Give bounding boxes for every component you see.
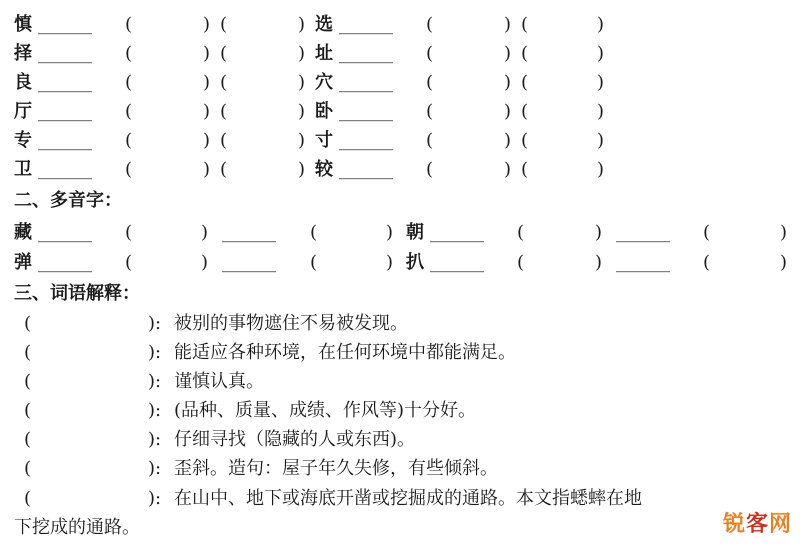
s1-paren-close: ) <box>597 159 605 180</box>
s1-paren-close: ) <box>203 14 211 35</box>
s2-char: 朝 <box>406 222 424 243</box>
s3-definition: 在山中、地下或海底开凿或挖掘成的通路。本文指蟋蟀在地 <box>174 488 642 509</box>
s2-char: 弹 <box>14 252 32 273</box>
s2-paren-close: ) <box>201 252 209 273</box>
s1-blank: ______ <box>339 130 393 151</box>
s2-heading-row <box>0 190 800 220</box>
watermark-part: 网 <box>768 512 792 537</box>
s1-paren-open: ( <box>521 43 529 64</box>
s3-item <box>0 400 800 430</box>
s3-item <box>0 429 800 459</box>
s1-paren-close: ) <box>298 14 306 35</box>
s3-definition: 仔细寻找（隐藏的人或东西)。 <box>174 429 416 450</box>
s1-char: 较 <box>315 159 333 180</box>
s1-paren-open: ( <box>220 159 228 180</box>
s1-paren-close: ) <box>203 72 211 93</box>
s1-paren-open: ( <box>220 130 228 151</box>
s2-paren-close: ) <box>386 222 394 243</box>
s1-paren-close: ) <box>298 130 306 151</box>
s1-paren-open: ( <box>426 43 434 64</box>
s2-blank: ______ <box>616 222 670 243</box>
s1-paren-open: ( <box>521 130 529 151</box>
s1-paren-open: ( <box>220 72 228 93</box>
s3-paren-open: ( <box>24 400 32 421</box>
s3-item <box>0 371 800 401</box>
s1-blank: ______ <box>38 72 92 93</box>
s3-paren-close: ): <box>148 371 162 392</box>
s2-paren-close: ) <box>595 252 603 273</box>
s3-paren-close: ): <box>148 400 162 421</box>
s1-char: 择 <box>14 43 32 64</box>
s1-paren-open: ( <box>426 101 434 122</box>
s1-char: 良 <box>14 72 32 93</box>
s1-blank: ______ <box>38 43 92 64</box>
s1-paren-close: ) <box>597 14 605 35</box>
s1-char: 慎 <box>14 14 32 35</box>
s1-paren-open: ( <box>521 159 529 180</box>
s3-continuation: 下挖成的通路。 <box>14 517 140 538</box>
s3-paren-close: ): <box>148 342 162 363</box>
s1-paren-close: ) <box>203 43 211 64</box>
s2-paren-close: ) <box>780 222 788 243</box>
s3-paren-open: ( <box>24 458 32 479</box>
s1-paren-open: ( <box>426 159 434 180</box>
s2-paren-close: ) <box>386 252 394 273</box>
s1-char: 厅 <box>14 101 32 122</box>
s1-paren-open: ( <box>125 101 133 122</box>
s1-paren-close: ) <box>298 43 306 64</box>
s3-item <box>0 488 800 518</box>
s2-blank: ______ <box>222 222 276 243</box>
s1-row <box>0 101 800 131</box>
watermark-part: 锐 <box>722 512 746 537</box>
s1-paren-close: ) <box>504 101 512 122</box>
s1-paren-open: ( <box>125 43 133 64</box>
s2-char: 扒 <box>406 252 424 273</box>
s1-paren-open: ( <box>125 14 133 35</box>
s3-heading-row <box>0 283 800 313</box>
s2-blank: ______ <box>616 252 670 273</box>
s3-paren-close: ): <box>148 429 162 450</box>
s2-paren-open: ( <box>517 252 525 273</box>
s3-definition: 谨慎认真。 <box>174 371 264 392</box>
s1-paren-close: ) <box>203 130 211 151</box>
s1-paren-close: ) <box>203 101 211 122</box>
s1-char: 卫 <box>14 159 32 180</box>
s1-paren-open: ( <box>125 159 133 180</box>
s1-char: 址 <box>315 43 333 64</box>
s3-paren-open: ( <box>24 488 32 509</box>
s1-paren-open: ( <box>220 101 228 122</box>
s2-paren-open: ( <box>703 222 711 243</box>
s1-blank: ______ <box>38 159 92 180</box>
s3-item <box>0 458 800 488</box>
s2-row <box>0 222 800 252</box>
s1-char: 选 <box>315 14 333 35</box>
s1-blank: ______ <box>339 159 393 180</box>
s1-char: 卧 <box>315 101 333 122</box>
s3-heading: 三、词语解释： <box>14 283 140 304</box>
s1-paren-close: ) <box>298 72 306 93</box>
s1-paren-open: ( <box>125 72 133 93</box>
s1-blank: ______ <box>339 14 393 35</box>
s1-paren-close: ) <box>504 130 512 151</box>
s1-blank: ______ <box>38 14 92 35</box>
s3-definition: 能适应各种环境，在任何环境中都能满足。 <box>174 342 516 363</box>
s1-paren-close: ) <box>597 101 605 122</box>
s2-paren-open: ( <box>310 222 318 243</box>
s1-paren-open: ( <box>220 43 228 64</box>
s1-paren-close: ) <box>504 14 512 35</box>
s1-char: 专 <box>14 130 32 151</box>
s3-definition: (品种、质量、成绩、作风等)十分好。 <box>174 400 477 421</box>
s1-paren-open: ( <box>426 130 434 151</box>
s3-definition: 歪斜。造句：屋子年久失修，有些倾斜。 <box>174 458 498 479</box>
s2-char: 藏 <box>14 222 32 243</box>
s3-definition: 被别的事物遮住不易被发现。 <box>174 313 408 334</box>
s1-paren-close: ) <box>504 72 512 93</box>
s2-paren-open: ( <box>703 252 711 273</box>
s3-paren-open: ( <box>24 371 32 392</box>
s1-row <box>0 43 800 73</box>
s1-blank: ______ <box>339 101 393 122</box>
s2-blank: ______ <box>222 252 276 273</box>
s2-blank: ______ <box>38 252 92 273</box>
s1-row <box>0 14 800 44</box>
s3-paren-open: ( <box>24 313 32 334</box>
s1-paren-close: ) <box>597 72 605 93</box>
s2-paren-close: ) <box>780 252 788 273</box>
s1-paren-close: ) <box>504 159 512 180</box>
s1-paren-close: ) <box>504 43 512 64</box>
s3-paren-close: ): <box>148 488 162 509</box>
s3-paren-open: ( <box>24 429 32 450</box>
s1-paren-close: ) <box>298 101 306 122</box>
s2-blank: ______ <box>430 252 484 273</box>
s3-continuation-row <box>0 517 800 547</box>
s1-paren-close: ) <box>203 159 211 180</box>
s2-paren-close: ) <box>201 222 209 243</box>
s3-item <box>0 342 800 372</box>
watermark-part: 客 <box>745 512 769 537</box>
s1-paren-open: ( <box>426 72 434 93</box>
s1-blank: ______ <box>339 72 393 93</box>
s2-blank: ______ <box>430 222 484 243</box>
s1-paren-open: ( <box>426 14 434 35</box>
s1-paren-close: ) <box>597 43 605 64</box>
s2-row <box>0 252 800 282</box>
s3-paren-close: ): <box>148 458 162 479</box>
s2-paren-close: ) <box>595 222 603 243</box>
s1-row <box>0 159 800 189</box>
s2-paren-open: ( <box>125 222 133 243</box>
s2-paren-open: ( <box>517 222 525 243</box>
s1-paren-close: ) <box>597 130 605 151</box>
s2-paren-open: ( <box>125 252 133 273</box>
s2-paren-open: ( <box>310 252 318 273</box>
s2-blank: ______ <box>38 222 92 243</box>
s1-blank: ______ <box>38 130 92 151</box>
s1-paren-open: ( <box>220 14 228 35</box>
s1-paren-open: ( <box>125 130 133 151</box>
s1-paren-open: ( <box>521 14 529 35</box>
s1-paren-close: ) <box>298 159 306 180</box>
s1-row <box>0 130 800 160</box>
s3-paren-open: ( <box>24 342 32 363</box>
s1-char: 寸 <box>315 130 333 151</box>
s1-char: 穴 <box>315 72 333 93</box>
s1-paren-open: ( <box>521 101 529 122</box>
s1-row <box>0 72 800 102</box>
s3-paren-close: ): <box>148 313 162 334</box>
watermark-logo <box>723 507 792 538</box>
s1-paren-open: ( <box>521 72 529 93</box>
s3-item <box>0 313 800 343</box>
s1-blank: ______ <box>339 43 393 64</box>
s2-heading: 二、多音字： <box>14 190 122 211</box>
s1-blank: ______ <box>38 101 92 122</box>
